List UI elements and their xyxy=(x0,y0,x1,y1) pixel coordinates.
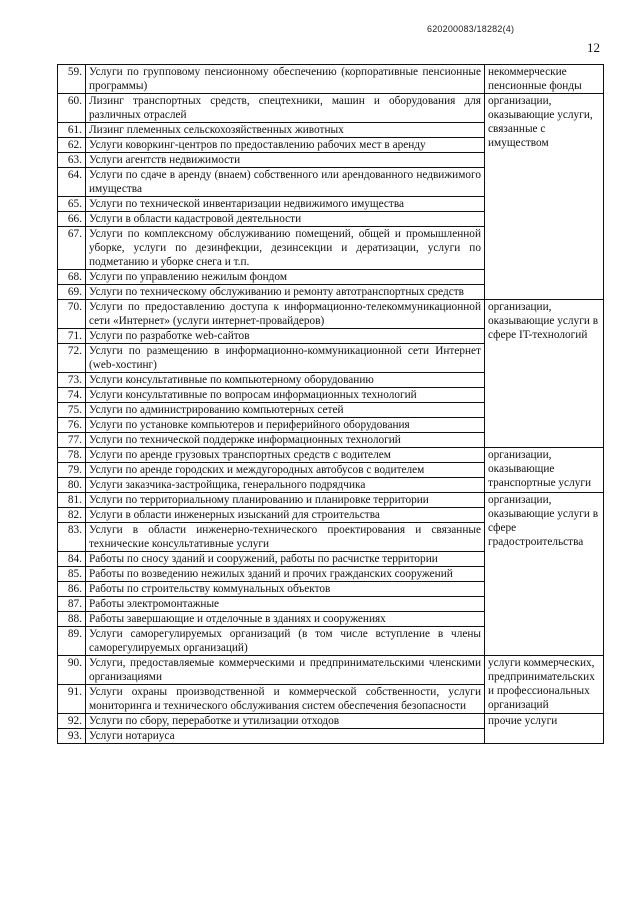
row-number: 84. xyxy=(58,552,86,567)
group-cell: услуги коммерческих, предпринимательских и профессиональных организаций xyxy=(485,656,604,714)
row-number: 79. xyxy=(58,463,86,478)
service-name: Услуги коворкинг-центров по предоставлению рабочих мест в аренду xyxy=(86,138,485,153)
row-number: 75. xyxy=(58,403,86,418)
service-name: Работы по строительству коммунальных объектов xyxy=(86,582,485,597)
table-row xyxy=(58,656,604,685)
row-number: 71. xyxy=(58,329,86,344)
service-name: Услуги в области инженерных изысканий для строительства xyxy=(86,508,485,523)
service-name: Услуги по разработке web-сайтов xyxy=(86,329,485,344)
row-number: 59. xyxy=(58,65,86,94)
service-name: Услуги по администрированию компьютерных сетей xyxy=(86,403,485,418)
row-number: 68. xyxy=(58,270,86,285)
row-number: 67. xyxy=(58,227,86,270)
row-number: 73. xyxy=(58,373,86,388)
service-name: Услуги по технической поддержке информационных технологий xyxy=(86,433,485,448)
service-name: Лизинг транспортных средств, спецтехники, машин и оборудования для различных отраслей xyxy=(86,94,485,123)
group-cell: организации, оказывающие транспортные услуги xyxy=(485,448,604,493)
table-row xyxy=(58,300,604,329)
service-name: Услуги по техническому обслуживанию и ремонту автотранспортных средств xyxy=(86,285,485,300)
service-name: Работы электромонтажные xyxy=(86,597,485,612)
service-name: Услуги по групповому пенсионному обеспечению (корпоративные пенсионные программы) xyxy=(86,65,485,94)
service-name: Работы по возведению нежилых зданий и прочих гражданских сооружений xyxy=(86,567,485,582)
service-name: Услуги по комплексному обслуживанию помещений, общей и промышленной уборке, услуги по дезинфекции, дезинсекции и дератизации, услуги по подметанию и уборке снега и т.п. xyxy=(86,227,485,270)
service-name: Услуги по предоставлению доступа к информационно-телекоммуникационной сети «Интернет» (услуги интернет-провайдеров) xyxy=(86,300,485,329)
row-number: 65. xyxy=(58,197,86,212)
service-name: Услуги, предоставляемые коммерческими и предпринимательскими членскими организациями xyxy=(86,656,485,685)
service-name: Услуги агентств недвижимости xyxy=(86,153,485,168)
service-name: Лизинг племенных сельскохозяйственных животных xyxy=(86,123,485,138)
table-row xyxy=(58,65,604,94)
group-cell: организации, оказывающие услуги в сфере градостроительства xyxy=(485,493,604,656)
service-name: Услуги охраны производственной и коммерческой собственности, услуги мониторинга и технического обслуживания систем обеспечения безопасности xyxy=(86,685,485,714)
document-id: 620200083/18282(4) xyxy=(427,24,515,34)
row-number: 76. xyxy=(58,418,86,433)
row-number: 87. xyxy=(58,597,86,612)
row-number: 80. xyxy=(58,478,86,493)
services-table xyxy=(57,64,604,744)
service-name: Услуги по размещению в информационно-коммуникационной сети Интернет (web-хостинг) xyxy=(86,344,485,373)
row-number: 82. xyxy=(58,508,86,523)
service-name: Услуги по установке компьютеров и периферийного оборудования xyxy=(86,418,485,433)
row-number: 93. xyxy=(58,729,86,744)
service-name: Услуги заказчика-застройщика, генерального подрядчика xyxy=(86,478,485,493)
page-number: 12 xyxy=(587,40,600,55)
group-cell: организации, оказывающие услуги, связанные с имуществом xyxy=(485,94,604,300)
service-name: Услуги по аренде грузовых транспортных средств с водителем xyxy=(86,448,485,463)
table-row xyxy=(58,714,604,729)
group-cell: некоммерческие пенсионные фонды xyxy=(485,65,604,94)
table-row xyxy=(58,493,604,508)
table-row xyxy=(58,94,604,123)
row-number: 90. xyxy=(58,656,86,685)
group-cell: прочие услуги xyxy=(485,714,604,744)
row-number: 78. xyxy=(58,448,86,463)
service-name: Услуги по технической инвентаризации недвижимого имущества xyxy=(86,197,485,212)
service-name: Работы завершающие и отделочные в зданиях и сооружениях xyxy=(86,612,485,627)
row-number: 66. xyxy=(58,212,86,227)
service-name: Услуги по территориальному планированию и планировке территории xyxy=(86,493,485,508)
service-name: Услуги по сдаче в аренду (внаем) собственного или арендованного недвижимого имущества xyxy=(86,168,485,197)
row-number: 85. xyxy=(58,567,86,582)
group-cell: организации, оказывающие услуги в сфере IT-технологий xyxy=(485,300,604,448)
row-number: 81. xyxy=(58,493,86,508)
row-number: 88. xyxy=(58,612,86,627)
row-number: 77. xyxy=(58,433,86,448)
row-number: 62. xyxy=(58,138,86,153)
service-name: Услуги в области инженерно-технического проектирования и связанные технические консультативные услуги xyxy=(86,523,485,552)
row-number: 63. xyxy=(58,153,86,168)
service-name: Услуги в области кадастровой деятельности xyxy=(86,212,485,227)
service-name: Услуги по управлению нежилым фондом xyxy=(86,270,485,285)
service-name: Услуги саморегулируемых организаций (в том числе вступление в члены саморегулируемых организаций) xyxy=(86,627,485,656)
row-number: 72. xyxy=(58,344,86,373)
row-number: 74. xyxy=(58,388,86,403)
row-number: 86. xyxy=(58,582,86,597)
row-number: 64. xyxy=(58,168,86,197)
service-name: Услуги консультативные по вопросам информационных технологий xyxy=(86,388,485,403)
service-name: Услуги консультативные по компьютерному оборудованию xyxy=(86,373,485,388)
row-number: 91. xyxy=(58,685,86,714)
row-number: 83. xyxy=(58,523,86,552)
row-number: 69. xyxy=(58,285,86,300)
service-name: Услуги нотариуса xyxy=(86,729,485,744)
table-row xyxy=(58,448,604,463)
service-name: Услуги по аренде городских и междугородных автобусов с водителем xyxy=(86,463,485,478)
service-name: Работы по сносу зданий и сооружений, работы по расчистке территории xyxy=(86,552,485,567)
row-number: 89. xyxy=(58,627,86,656)
row-number: 60. xyxy=(58,94,86,123)
row-number: 61. xyxy=(58,123,86,138)
service-name: Услуги по сбору, переработке и утилизации отходов xyxy=(86,714,485,729)
row-number: 70. xyxy=(58,300,86,329)
row-number: 92. xyxy=(58,714,86,729)
